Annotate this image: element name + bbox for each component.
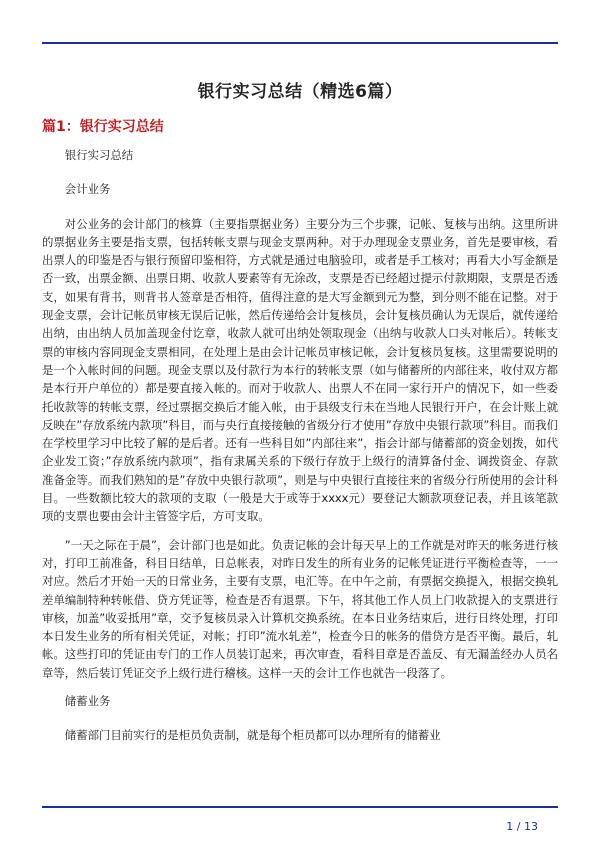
subheading-accounting: 会计业务: [64, 182, 111, 197]
document-body: [42, 146, 558, 745]
footer-rule: [42, 806, 558, 808]
paragraph-accounting-process: 对公业务的会计部门的核算（主要指票据业务）主要分为三个步骤，记帐、复核与出纳。这里所讲的票据业务主要是指支票，包括转帐支票与现金支票两种。对于办理现金支票业务，首先是要审核，看出票人的印鉴是否与银行预留印鉴相符，方式就是通过电脑验印，或者是手工核对；再看大小写金额是否一致，出票金额、出票日期、收款人要素等有无涂改，支票是否已经超过提示付款期限，支票是否透支，如果有背书，则背书人签章是否相符，值得注意的是大写金额到元为整，到分则不能在记整。对于现金支票，会计记帐员审核无误后记帐，然后传递给会计复核员，会计复核员确认为无误后，就传递给出纳，由出纳人员加盖现金付讫章，收款人就可出纳处领取现金（出纳与收款人口头对帐后）。转帐支票的审核内容同现金支票相同，在处理上是由会计记帐员审核记帐，会计复核员复核。这里需要说明的是一个入帐时间的问题。现金支票以及付款行为本行的转帐支票（如与储蓄所的内部往来，收付双方都是本行开户单位的）都是要直接入帐的。而对于收款人、出票人不在同一家行开户的情况下，如一些委托收款等的转帐支票，经过票据交换后才能入帐，由于县级支行未在当地人民银行开户，在会计账上就反映在”存放系统内款项”科目，而与央行直接接触的省级分行才使用”存放中央银行款项”科目。而我们在学校里学习中比较了解的是后者。还有一些科目如”内部往来”，指会计部与储蓄部的资金划拨，如代企业发工资；”存放系统内款项”，指有隶属关系的下级行存放于上级行的清算备付金、调拨资金、存款准备金等。而我们熟知的是”存放中央银行款项”，则是与中央银行直接往来的省级分行所使用的会计科目。一些数额比较大的款项的支取（一般是大于或等于xxxx元）要登记大额款项登记表，并且该笔款项的支票也要由会计主管签字后，方可支取。: [42, 216, 558, 524]
paragraph-daily-routine: ”一天之际在于晨”，会计部门也是如此。负责记帐的会计每天早上的工作就是对昨天的帐务进行核对，打印工前准备，科目日结单，日总帐表，对昨日发生的所有业务的记帐凭证进行平衡检查等，一一对应。然后才开始一天的日常业务，主要有支票，电汇等。在中午之前，有票据交换提入，根据交换轧差单编制特种转帐借、贷方凭证等，检查是否有退票。下午，将其他工作人员上门收款提入的支票进行审核，加盖”收妥抵用”章，交予复核员录入计算机交换系统。在本日业务结束后，进行日终处理，打印本日发生业务的所有相关凭证，对帐；打印”流水轧差”，检查今日的帐务的借贷方是否平衡。最后，轧帐。这些打印的凭证由专门的工作人员装订起来，再次审查，看科目章是否盖反、有无漏盖经办人员名章等，然后装订凭证交予上级行进行稽核。这样一天的会计工作也就告一段落了。: [42, 537, 558, 680]
subheading-savings: 储蓄业务: [64, 694, 111, 709]
subtitle: 银行实习总结: [64, 148, 134, 162]
document-title: 银行实习总结（精选6篇）: [197, 82, 403, 102]
paragraph-savings: 储蓄部门目前实行的是柜员负责制，就是每个柜员都可以办理所有的储蓄业: [64, 728, 441, 743]
header-rule: [42, 42, 558, 44]
section-heading: 篇1：银行实习总结: [42, 119, 164, 135]
page-indicator: 1 / 13: [506, 820, 538, 833]
